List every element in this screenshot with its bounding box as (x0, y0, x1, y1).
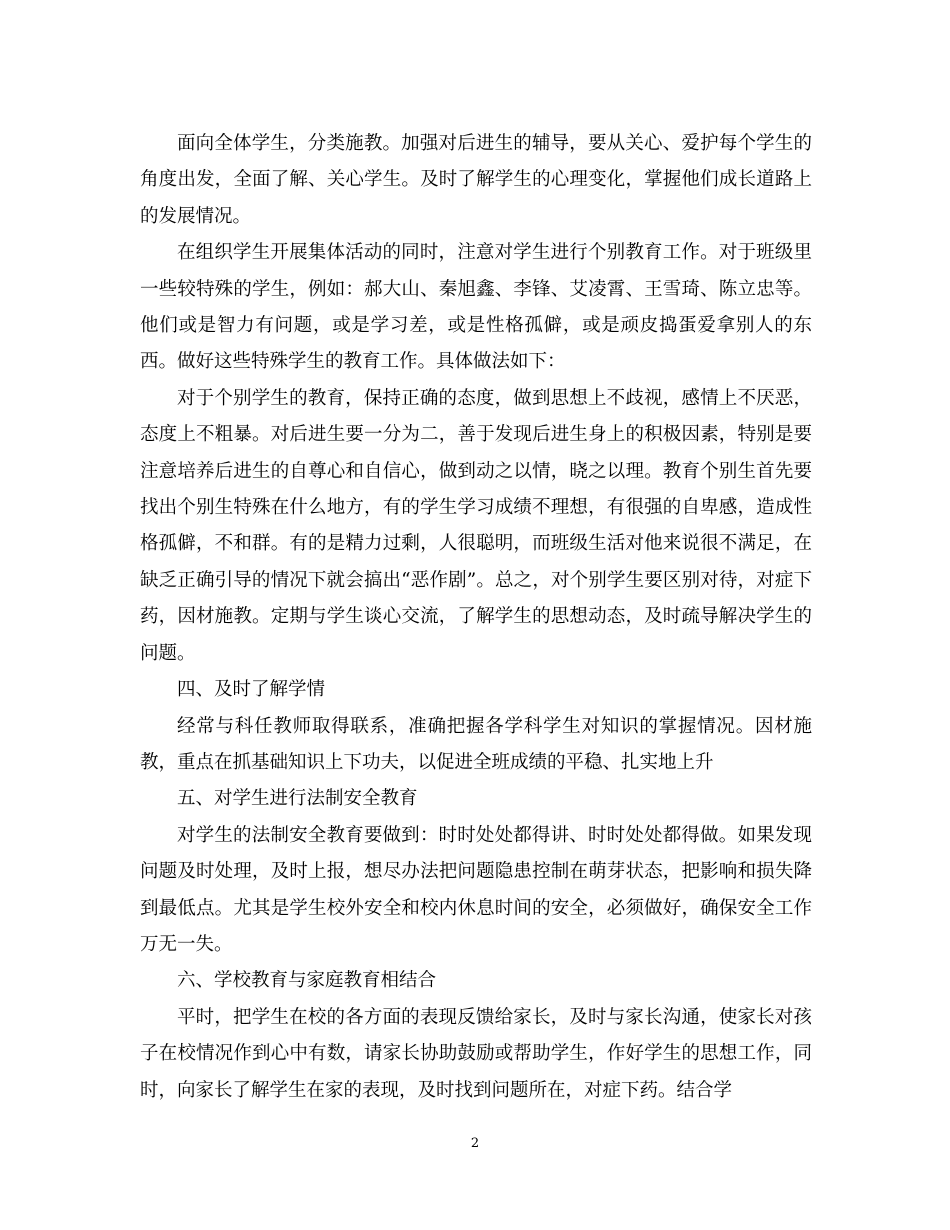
section-heading-6: 六、学校教育与家庭教育相结合 (177, 970, 437, 992)
section-heading-4: 四、及时了解学情 (177, 679, 326, 701)
paragraph-targeted-teaching: 面向全体学生，分类施教。加强对后进生的辅导，要从关心、爱护每个学生的角度出发，全面了解、关心学生。及时了解学生的心理变化，掌握他们成长道路上的发展情况。 (140, 133, 812, 227)
paragraph-safety-education: 对学生的法制安全教育要做到：时时处处都得讲、时时处处都得做。如果发现问题及时处理，及时上报，想尽办法把问题隐患控制在萌芽状态，把影响和损失降到最低点。尤其是学生校外安全和校内休息时间的安全，必须做好，确保安全工作万无一失。 (140, 824, 812, 955)
paragraph-individual-education: 在组织学生开展集体活动的同时，注意对学生进行个别教育工作。对于班级里一些较特殊的学生，例如：郝大山、秦旭鑫、李锋、艾凌霄、王雪琦、陈立忠等。他们或是智力有问题，或是学习差，或是性格孤僻，或是顽皮捣蛋爱拿别人的东西。做好这些特殊学生的教育工作。具体做法如下： (140, 242, 812, 373)
paragraph-home-school: 平时，把学生在校的各方面的表现反馈给家长，及时与家长沟通，使家长对孩子在校情况作到心中有数，请家长协助鼓励或帮助学生，作好学生的思想工作，同时，向家长了解学生在家的表现，及时找到问题所在，对症下药。结合学 (140, 1006, 812, 1101)
document-body (140, 126, 812, 1109)
paragraph-learning-status: 经常与科任教师取得联系，准确把握各学科学生对知识的掌握情况。因材施教，重点在抓基础知识上下功夫，以促进全班成绩的平稳、扎实地上升 (140, 715, 812, 773)
paragraph-individual-methods: 对于个别学生的教育，保持正确的态度，做到思想上不歧视，感情上不厌恶，态度上不粗暴。对后进生要一分为二，善于发现后进生身上的积极因素，特别是要注意培养后进生的自尊心和自信心，做到动之以情，晓之以理。教育个别生首先要找出个别生特殊在什么地方，有的学生学习成绩不理想，有很强的自卑感，造成性格孤僻，不和群。有的是精力过剩，人很聪明，而班级生活对他来说很不满足，在缺乏正确引导的情况下就会搞出“恶作剧”。总之，对个别学生要区别对待，对症下药，因材施教。定期与学生谈心交流，了解学生的思想动态，及时疏导解决学生的问题。 (140, 387, 812, 664)
page-number: 2 (470, 1136, 480, 1151)
section-heading-5: 五、对学生进行法制安全教育 (177, 788, 418, 810)
